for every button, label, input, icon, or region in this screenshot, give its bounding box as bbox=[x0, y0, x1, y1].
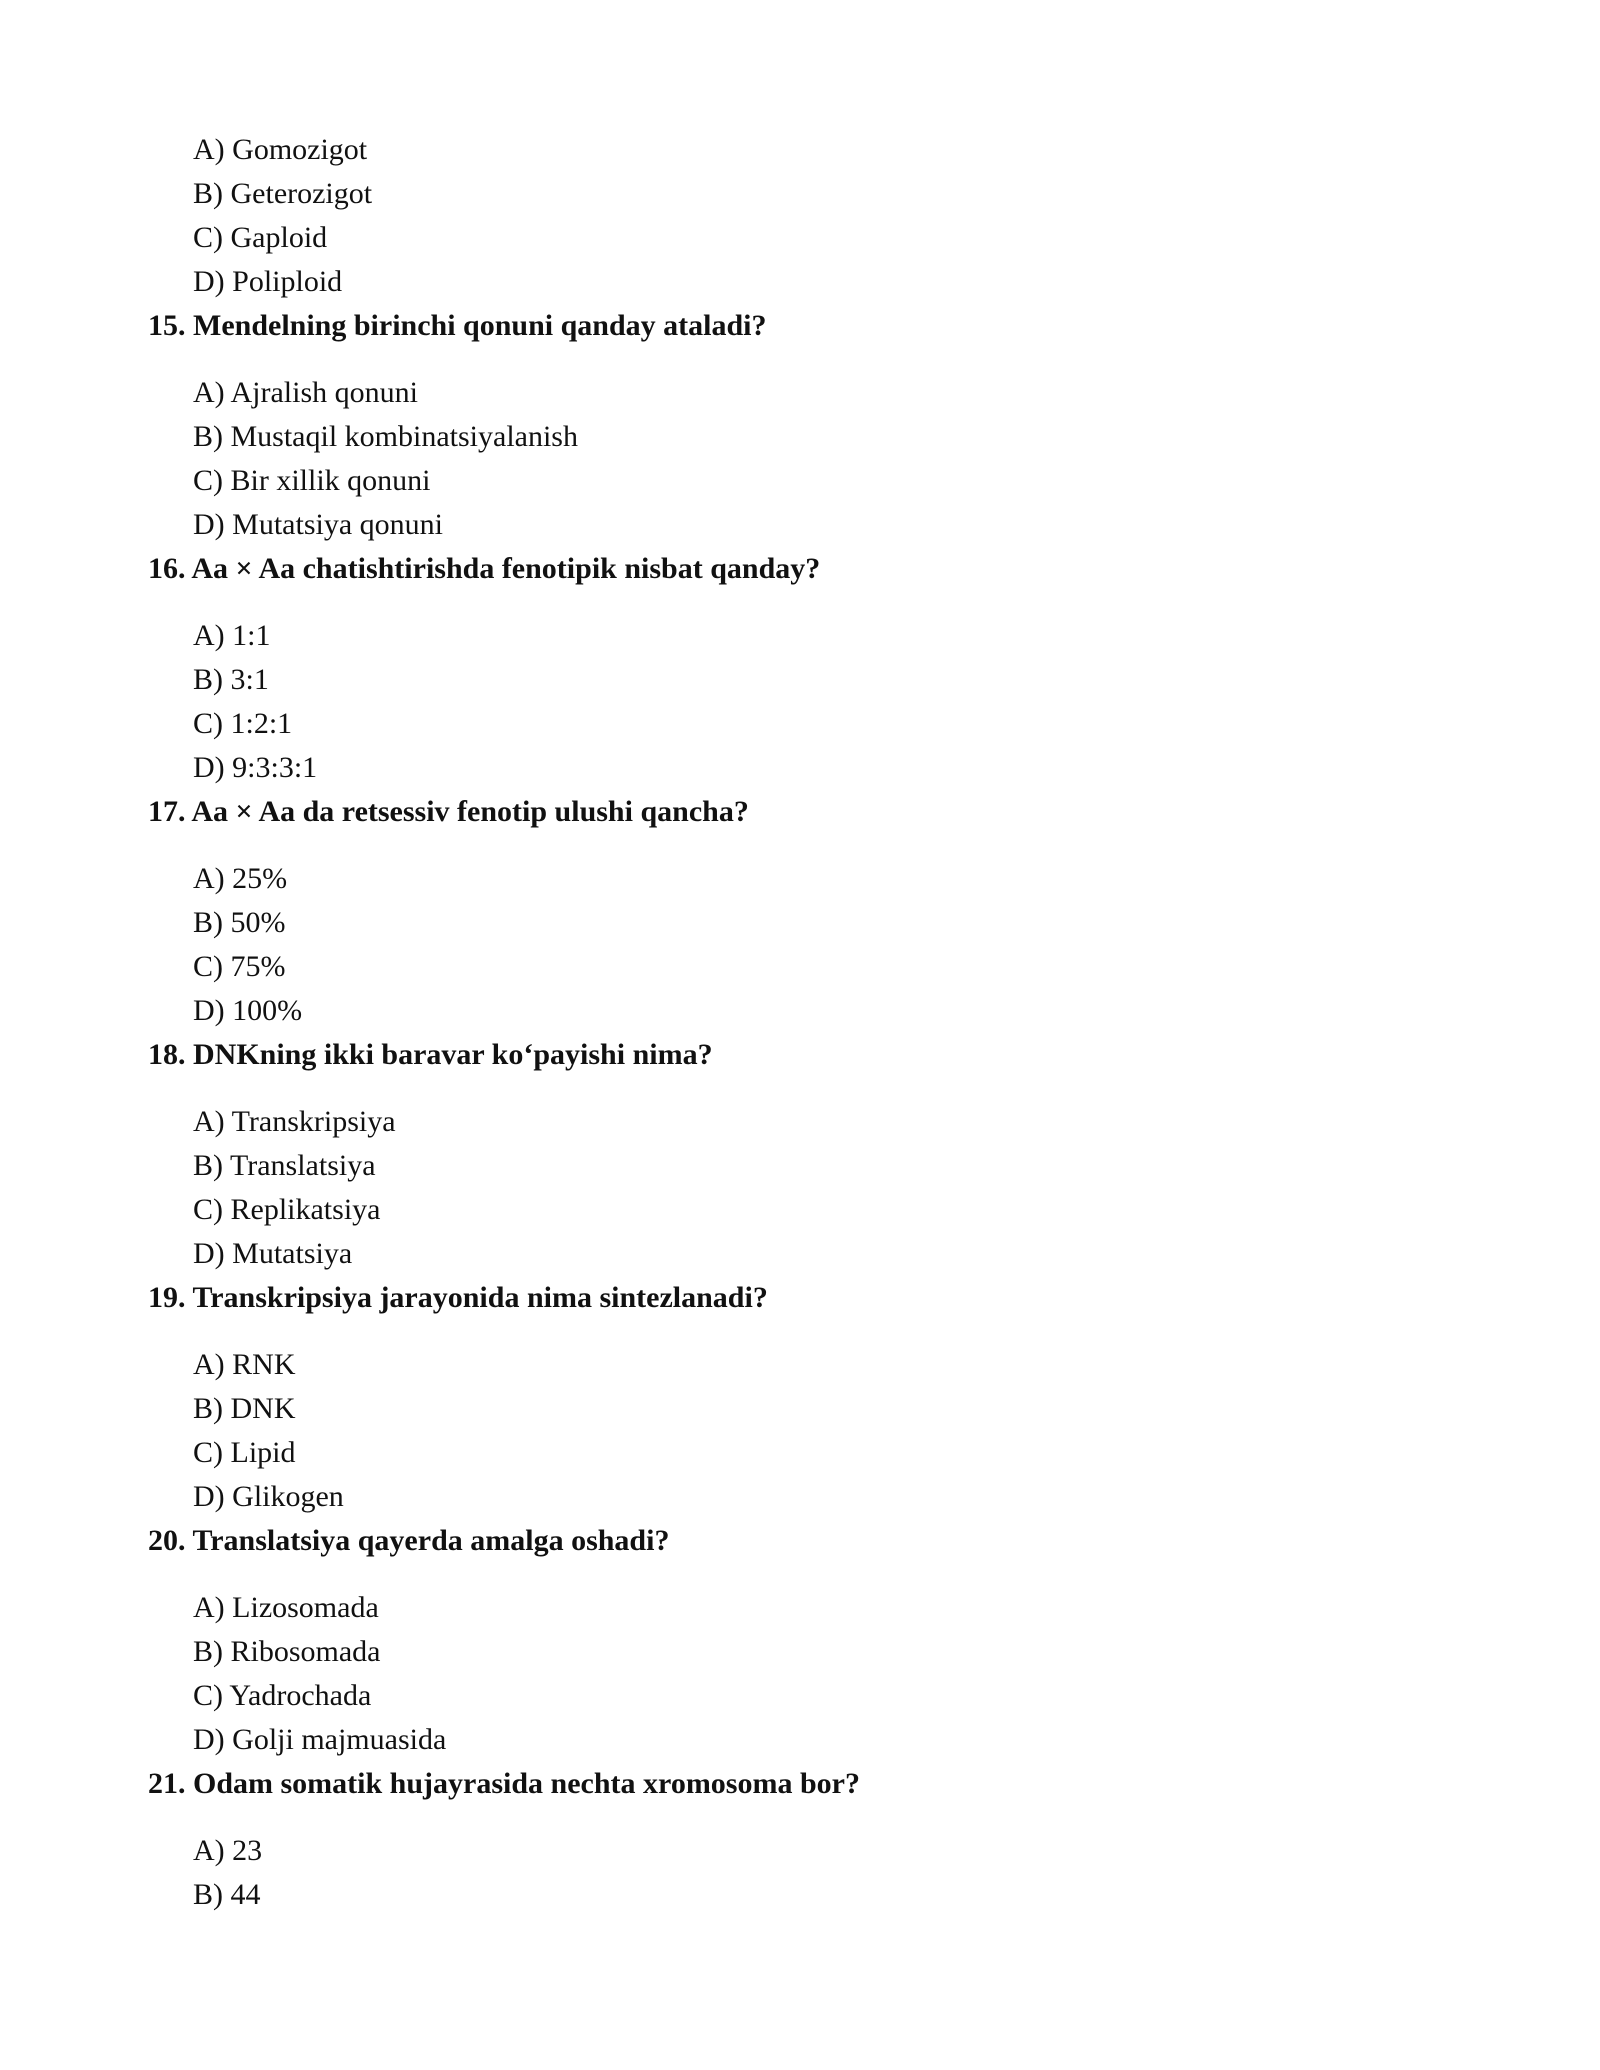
options-list bbox=[193, 614, 1448, 790]
option-a: A) RNK bbox=[193, 1348, 296, 1381]
option-a: A) Gomozigot bbox=[193, 133, 368, 166]
option-a: A) Ajralish qonuni bbox=[193, 376, 418, 409]
option-d: D) 9:3:3:1 bbox=[193, 751, 318, 784]
question-15: 15. Mendelning birinchi qonuni qanday ataladi? bbox=[148, 309, 767, 342]
options-list bbox=[193, 1829, 1448, 1917]
option-c: C) Gaploid bbox=[193, 221, 328, 254]
question-17: 17. Aa × Aa da retsessiv fenotip ulushi qancha? bbox=[148, 795, 749, 828]
question-21: 21. Odam somatik hujayrasida nechta xromosoma bor? bbox=[148, 1767, 860, 1800]
options-list bbox=[193, 128, 1448, 304]
option-a: A) 25% bbox=[193, 862, 288, 895]
option-c: C) Yadrochada bbox=[193, 1679, 372, 1712]
options-list bbox=[193, 1586, 1448, 1762]
question-19: 19. Transkripsiya jarayonida nima sintezlanadi? bbox=[148, 1281, 768, 1314]
question-18: 18. DNKning ikki baravar ko‘payishi nima? bbox=[148, 1038, 713, 1071]
option-d: D) 100% bbox=[193, 994, 303, 1027]
option-d: D) Golji majmuasida bbox=[193, 1723, 447, 1756]
option-c: C) Bir xillik qonuni bbox=[193, 464, 431, 497]
option-b: B) Geterozigot bbox=[193, 177, 373, 210]
option-c: C) Replikatsiya bbox=[193, 1193, 381, 1226]
option-a: A) Lizosomada bbox=[193, 1591, 379, 1624]
option-b: B) 3:1 bbox=[193, 663, 269, 696]
option-c: C) 75% bbox=[193, 950, 286, 983]
option-c: C) Lipid bbox=[193, 1436, 296, 1469]
option-b: B) Translatsiya bbox=[193, 1149, 376, 1182]
quiz-content bbox=[148, 128, 1448, 1917]
option-c: C) 1:2:1 bbox=[193, 707, 293, 740]
options-list bbox=[193, 371, 1448, 547]
option-a: A) 1:1 bbox=[193, 619, 271, 652]
question-20: 20. Translatsiya qayerda amalga oshadi? bbox=[148, 1524, 670, 1557]
options-list bbox=[193, 857, 1448, 1033]
option-d: D) Poliploid bbox=[193, 265, 343, 298]
options-list bbox=[193, 1343, 1448, 1519]
option-b: B) 44 bbox=[193, 1878, 261, 1911]
option-b: B) DNK bbox=[193, 1392, 296, 1425]
option-b: B) Ribosomada bbox=[193, 1635, 381, 1668]
option-a: A) 23 bbox=[193, 1834, 263, 1867]
option-a: A) Transkripsiya bbox=[193, 1105, 396, 1138]
question-16: 16. Aa × Aa chatishtirishda fenotipik nisbat qanday? bbox=[148, 552, 821, 585]
option-d: D) Mutatsiya qonuni bbox=[193, 508, 443, 541]
option-d: D) Glikogen bbox=[193, 1480, 344, 1513]
option-b: B) Mustaqil kombinatsiyalanish bbox=[193, 420, 578, 453]
options-list bbox=[193, 1100, 1448, 1276]
option-b: B) 50% bbox=[193, 906, 286, 939]
option-d: D) Mutatsiya bbox=[193, 1237, 353, 1270]
